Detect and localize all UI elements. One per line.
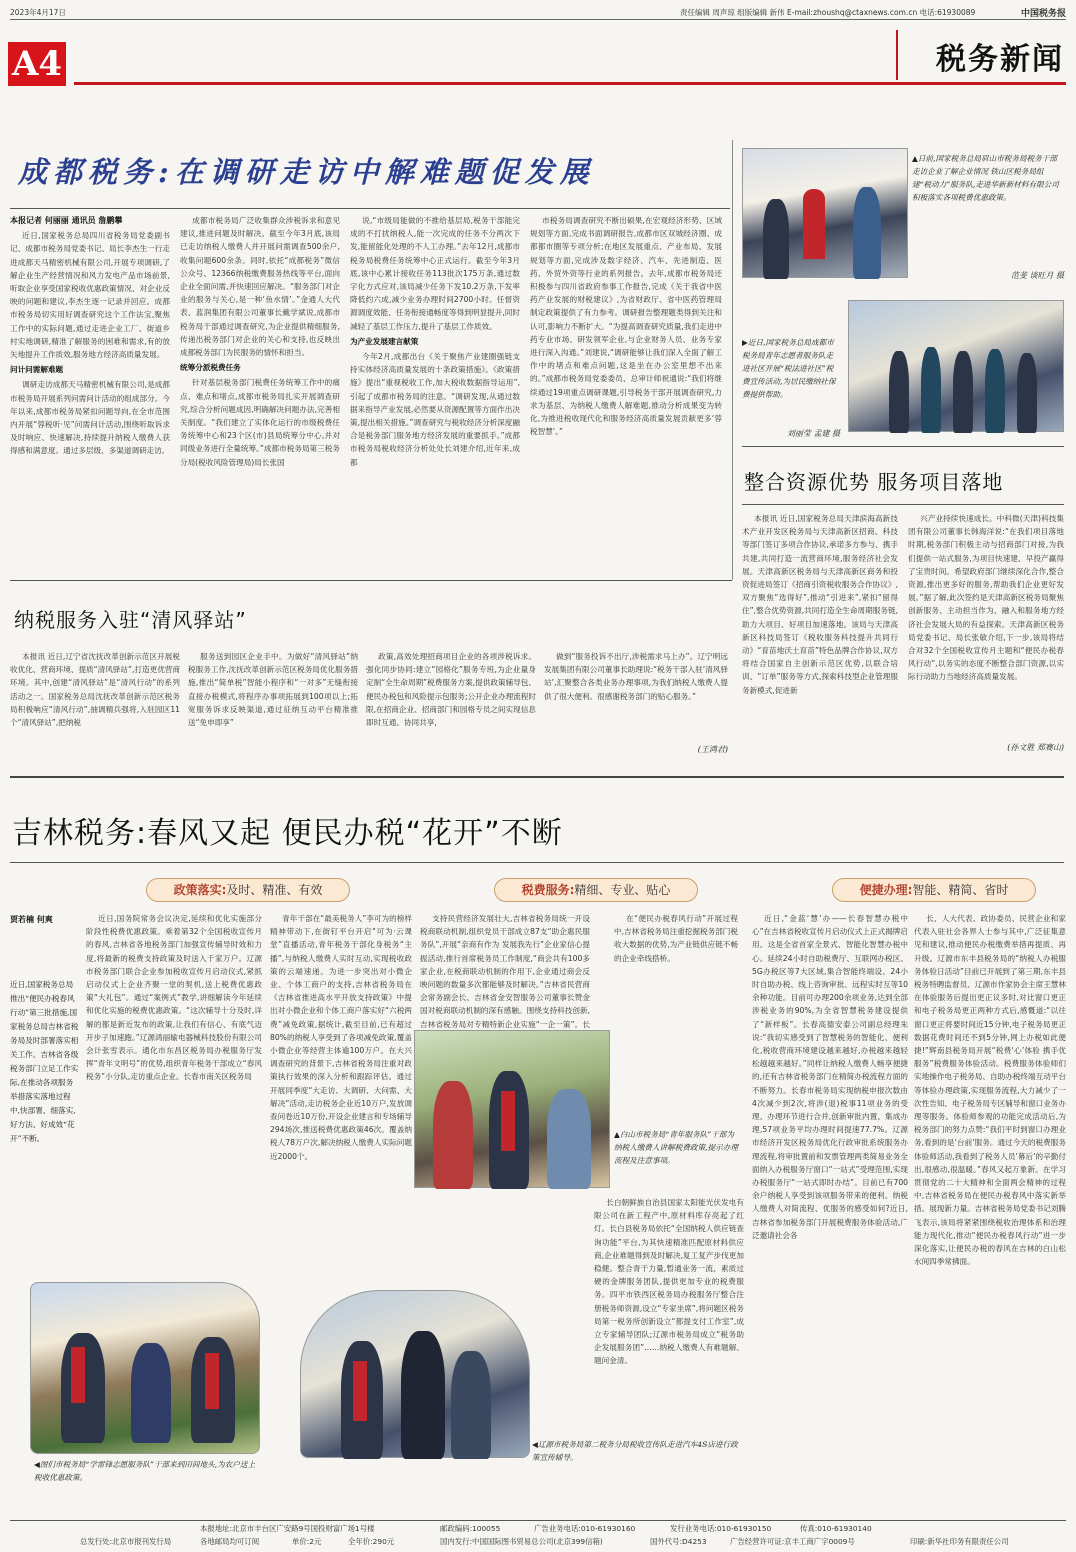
masthead-rule [74,82,1066,85]
article1-text3b: 今年2月,成都出台《关于聚焦产业建圈强链支持实体经济高质量发展的十条政策措施》。《政策措施》提出“重视税收工作,加大税收数据指导运用”,引起了成都市税务局的注意。“调研发现,从通过数据来指导产业发展,必然要从资源配置等方面作出决策,提出相关措施。”调查研究与税收经济分析深度融合是税务部门服务地方经济发展的重要抓手。”成都市税务局税收经济分析处处长刘建介绍,近年来,成都 [350,352,520,467]
article2-headline: 整合资源优势 服务项目落地 [744,470,1004,494]
photo-a-caption: ◀图们市税务局“学雷锋志愿服务队”干部来到田间地头,为农户送上税收优惠政策。 [34,1460,256,1482]
footer-unit-price: 单价:2元 [292,1537,322,1546]
paper-name: 中国税务报 [1020,9,1066,19]
pill-convenience-title: 便捷办理: [859,883,913,897]
article1-text1b: 调研走访成都天马精密机械有限公司,是成都市税务局开展系列问需问计活动的组成部分。今年以来,成都市税务局紧扣问题导向,在全市范围内开展“蓉税听·见”问需问计活动,围绕听取诉求及时响应、快速解决,持续提升纳税人缴费人获得感和满意度。通过多层级、多渠道调研走访, [10,380,170,456]
article2-text1: 本报讯 近日,国家税务总局天津滨海高新技术产业开发区税务局与天津高新区招商、科技等部门签订多项合作协议,承诺多方参与、携手共建,共同打造一流营商环境,服务经济社会发展。天津高新区税务局与天津高新区商务和投资促进局签订《招商引资税收服务合作协议》,双方聚焦“选得好”,推动“引进来”,紧扣“留得住”,整合优势资源,共同打造全生命周期服务链,助力大项目、好项目加速落地。该局与天津高新区科技局签订《税收服务科技提升共同行动》“育苗地沃土育苗”特色品牌合作协议,双方将结合国家自主创新示范区优势,以联合培训、“订单”服务等方式,探索科技型企业管理服务新模式,促进新 [742,514,898,695]
footer-dist-phone: 发行业务电话:010-61930150 [670,1524,772,1533]
article2-rule [742,504,1064,505]
article3-credit: (王鸿君) [697,745,728,754]
article4-col4 [594,1196,744,1472]
article1-text2b: 针对基层税务部门税费任务统筹工作中的痛点、难点和堵点,成都市税务局扎实开展调查研究,综合分析问题成因,明确解决问题办法,完善相关制度。“我们建立了实体化运行的市级税费任务统筹中心和23个区(市)县局统筹分中心,并对同级业务进行全量统筹。”成都市税务局第三税务分局(税收风险管理局)局长张国 [180,378,340,467]
article1-headline: 成都税务:在调研走访中解难题促发展 [18,155,595,189]
editor-info: 责任编辑 周声琼 组版编辑 新伟 E-mail:zhoushq@ctaxnews.com.cn 电话:61930089 [680,8,976,17]
article1-rule [10,208,730,209]
footer-fax: 传真:010-61930140 [800,1524,872,1533]
footer-license: 广告经营许可证:京丰工商广字0009号 [730,1537,855,1546]
article4-col2 [270,912,412,1272]
article3-text2: 服务送到园区企业手中。为做好“清风驿站”纳税服务工作,沈抚改革创新示范区税务局优化服务措施,推出“简单税”智能小程序和“一对多”无缝衔接直接办税模式,将程序办事项拓展到100项以上;拓宽服务诉求反映渠道,通过征纳互动平台精准推送“免申即享” [188,652,358,728]
footer-address: 本报地址:北京市丰台区广安路9号国投财富广场1号楼 [200,1524,375,1533]
pill-policy-sub: 及时、精准、有效 [226,883,323,897]
article4-rule [10,862,1064,863]
article1-sub1: 问计问需解难题 [10,365,64,375]
pill-service-sub: 精细、专业、贴心 [574,883,671,897]
footer-printer: 印刷:新华社印务有限责任公司 [910,1537,1009,1546]
footer-ad-phone: 广告业务电话:010-61930160 [534,1524,636,1533]
article3-headline: 纳税服务入驻“清风驿站” [14,608,247,632]
article4-col5 [752,912,908,1492]
page-number: A4 [8,42,66,86]
footer-distributor: 总发行处:北京市报刊发行局 [80,1537,172,1546]
article4-text5: 长、人大代表、政协委员、民营企业和家代表入驻社会各界人士参与其中,广泛征集意见和建议,推动便民办税缴费举措再提质、再升级。辽源市东丰县税务局的“纳税人办税服务体验日活动”目前已开展到了第三期,东丰县税务特聘监督员、辽源市作家协会主席王慧林在体验服务后提出更正议多时,对比窗口更正和电子税务局更正两种方式后,感慨道:“以往窗口更正将要时间近15分钟,电子税务局更正数据花费时间还不到5分钟,网上办税如此便捷!”辉南县税务局开展“税费‘心’体验 携手优服务”税费服务体验活动。税费服务体验师们实地操作电子税务局、自助办税终端互动平台等体验办理政策,实现服务流程,大力减少了一次性告知、电子税务局专区辅导和窗口业务办理等服务。体验师参观的功能完成活动后,为税务部门的努力点赞:“我们平时到窗口办理业务,看到的是‘台前’服务。通过今天的税费服务体验师活动,我看到了税务人员‘幕后’的辛勤付出,很感动,很温暖。”春风又起万象新。在学习贯彻党的二十大精神和全面两会精神的过程中,吉林省税务局在便民办税春风中落实新举措、展现新力量。吉林省税务局党委书记刘腾飞表示,该局将紧紧围绕税收治理体系和治理能力现代化,推动“便民办税春风行动”进一步深化落实,让便民办税的春风在吉林的白山松水间四季常拂面。 [914,914,1066,1267]
pill-policy-title: 政策落实: [173,883,227,897]
article2-col1 [742,512,898,756]
article1-sub3: 为产业发展建言献策 [350,336,419,346]
article3-col2 [188,650,358,760]
article4-col6 [914,912,1066,1508]
article1-sub2: 统筹分派税费任务 [180,363,241,373]
article1-col2 [180,214,340,566]
pill-convenience [832,878,1036,902]
article3-text4: 做到“服务投诉不出厅,涉税需求马上办”。辽宁明远发展集团有限公司董事长助理说:“税务干部入驻‘清风驿站’,汇聚整合各类业务办理事项,为我们纳税人缴费人提供了很大便利。很感谢税务部门的贴心服务。” [544,652,728,701]
article4-text2: 青年干部在“最美税务人”李可为的榜样精神带动下,在街钉平台开启“可为·云课堂”直播活动,青年税务干部化身税务“主播”,与纳税人缴费人实时互动,实现税收政策的云端速递。为进一步突出对小微企业、个体工商户的支持,吉林省税务局在《吉林省推进高水平开放支持政策》中提出对小微企业和个体工商户落实好“六税两费”减免政策,据统计,截至目前,已有超过80%的纳税人享受到了各项减免政策,覆盖小微企业等经营主体逾100万户。在大兴调查研究的背景下,吉林省税务局注重对政策执行效果的深入分析和跟踪评估。通过开展同季度“大走访、大调研、大问需、大解决”活动,走访税务企业近10万户,发放调查问卷近10万份,开设企业建言和专场辅导294场次,推送税费优惠政策46次。覆盖纳税人78万户次,解决纳税人缴费人实际问题近2000个。 [270,914,412,1161]
footer-postcode: 邮政编码:100055 [440,1524,501,1533]
pill-convenience-sub: 智能、精简、省时 [912,883,1009,897]
article1-text4: 市税务局调查研究不断出硕果,在宏观经济形势、区域规划等方面,完成书面调研报告,成都市区双城经济圈、成都都市圈等专项分析;在地区发展重点、产业布局、发展规划等方面,完成涉及数字经济、汽车、先进制造、医药、外贸外资等行业的系列报告。去年,成都市税务局还积极参与四川省政府参事工作报告,完成《关于我省中医药产业发展的财税建议》,为省财政厅、省中医药管理局制定政策提供了有力参考。调研报告整理题类得到关注和认可,影响力不断扩大。“为提高调查研究质量,我们走进中药专业市场、研发领军企业,与企业财务人员、业务专家进行深入沟通。”刘建说,“调研能够让我们深入全面了解工作中的堵点和难点问题,这是坐在办公室里想不出来的。”成都市税务局党委委员、总审计师祝通说:“我们将继续通过19项重点调研课题,引导税务干部开展调查研究,力求为基层、为纳税人缴费人解难题,推动分析成果变为转化,为推进税收现代化和服务经济高质量发展贡献更多‘蓉税智慧’。” [530,216,722,437]
article1-text3: 说,“市级局能做的不推给基层局,税务干部能完成的不打扰纳税人,能一次完成的任务不分两次下发,能留能化处理的不人工办理。”去年12月,成都市税务局税费任务统筹中心正式运行。截至今年3月底,该中心累计接收任务113批次175万条,通过数字化方式应对,该局减少任务下发10.2万条,下发率降低约六成,减少业务办理时间2700小时。任督资源调度效能、任务衔接通畅度等得到明显提升,同时减轻了基层工作压力,提升了基层工作质效。 [350,216,520,331]
article2-top-rule [742,446,1064,447]
top-bar [10,4,1066,20]
article1-col1 [10,214,170,566]
photo-field-volunteers [30,1282,260,1454]
article1-text2: 成都市税务局广泛收集群众涉税诉求和意见建议,推进问题及时解决。截至今年3月底,该局已走访纳税人缴费人并开展问需调查500余户,收集问题600余条。同时,依托“成都税务”微信公众号、12366纳税缴费服务热线等平台,面向企业全面问需,并快速回应解决。“服务部门对企业的服务与关心,是一种‘鱼水情’。”金通人大代表、蓝润集团有限公司董事长戴学斌说,成都市税务局干部通过调查研究,为企业提供精细服务,传递出税务部门对企业的关心和支持,也反映出成都税务部门为民服务的情怀和担当。 [180,216,340,358]
article3-text1: 本报讯 近日,辽宁省沈抚改革创新示范区开展税收优化、营商环境、提质“清风驿站”,打造更优营商环境。其中,创建“清风驿站”是“清风行动”的系列活动之一。国家税务总局沈抚改革创新示范区税务局积极响应“清风行动”,抽调精兵强将,入驻园区11个“清风驿站”,把纳税 [10,652,180,728]
issue-date: 2023年4月17日 [10,8,66,17]
article1-col3 [350,214,520,566]
photo1-caption: ▲日前,国家税务总局眉山市税务局税务干部走访企业了解企业情况 铁山区税务局组建“税动力”服务队,走进华新新材料有限公司积极落实各项税费优惠政策。 [912,154,1059,202]
photo2-caption: ▶近日,国家税务总局成都市税务局青年志愿者服务队走进社区开展“税法进社区”税费宣传活动,为居民缴纳社保费提供帮助。 [742,338,836,399]
article1-byline: 本报记者 何丽丽 通讯员 詹鹏攀 [10,216,123,225]
photo-factory-visit [742,148,908,278]
footer [10,1520,1066,1548]
article4-col3 [420,912,590,1029]
pill-service-title: 税费服务: [521,883,575,897]
section-divider [10,776,1064,778]
article4-text3: 支持民营经济发展壮大,吉林省税务局统一开设税商联动机制,组织党员干部成立87支“助企惠民服务队”,开展“亲商有作为 发展我先行”企业家信心提振活动,推行首席税务员工作制度,“商会共有100多家企业,在税商联动机制的作用下,企业通过商会反映问题的数量多次都能够及时解决。”吉林省民营商会常务副会长、吉林省金安智服务公司董事长赞金国对税商联动机制的深有感触。围绕支持科技创新,吉林省税务局对专精特新企业实施“一企一策”。长 [420,914,590,1029]
pill-policy [146,878,350,902]
article1-text1: 近日,国家税务总局四川省税务局党委副书记、成都市税务局党委书记、局长李杰生一行走进成都天马精密机械有限公司,开展专项调研,了解企业生产经营情况和风力发电产品市场前景,听取企业享受国家税收优惠政策情况、对企业反映的问题和建议,李杰生逐一记录并回应。成都市税务局切实用好调查研究这个工作法宝,聚焦工作中的实际问题,通过走进企业工厂、街道乡村实地调研,精准了解服务的困难和需求,有的放矢地提升工作质效,服务地方经济高质量发展。 [10,231,170,360]
article2-text2: 兴产业持续快速成长。中科微(天津)科技集团有限公司董事长韩海洋说:“在我们项目落地时期,税务部门积极主动与招商部门对接,为我们提供一站式服务,为项目快速建、早投产赢得了宝贵时间。希望政府部门继续深化合作,整合资源,推出更多好的服务,帮助我们企业更好发展。”据了解,此次签约是天津高新区税务局聚焦创新服务、主动担当作为、融入和服务地方经济社会发展大局的有益探索。天津高新区税务局党委书记、局长张敏介绍,下一步,该局将结合对32个全国税收宣传月主题和“便民办税春风行动”,以务实的态度不断整合部门资源,以实际行动助力当地经济高质量发展。 [908,514,1064,682]
article1-col4 [530,214,722,566]
footer-domestic: 国内发行:中国国际图书贸易总公司(北京399信箱) [440,1537,603,1546]
photo-youth-service [414,1030,610,1188]
article4-text3b: 在“便民办税春风行动”开展过程中,吉林省税务局注重挖掘税务部门税收大数据的优势,为产业链供应链不畅的企业牵线搭桥。 [614,914,738,963]
article2-col2 [908,512,1064,742]
footer-subscribe: 各地邮局均可订阅 [200,1537,260,1546]
photo-b-caption: ▲白山市税务局“青年服务队”干部为纳税人缴费人讲解税费政策,提示办理流程及注意事项。 [614,1130,738,1165]
section-title: 税务新闻 [936,42,1064,77]
photo-c-caption: ◀辽源市税务局第二税务分局税收宣传队走进汽车4S店进行政策宣传辅导。 [532,1440,738,1462]
footer-intl-code: 国外代号:D4253 [650,1537,707,1546]
article4-text4: 近日,“金蓝‘慧’办——长春智慧办税中心”在吉林省税收宣传月启动仪式上正式揭牌启用。这是全省首家全景式、智能化智慧办税中心。延续24小时自助税费厅、互联网办税区、5G办税区等7大区域,集合智能终端设、24小时自助办税、线上咨询审批、远程实时互等10余种功能。目前可办理200余项业务,达到全部涉税业务的90%,为全省智慧税务建设提供了“新样板”。长春高德安泰公司副总经理朱说:“我切实感受到了智慧税务的智能化、便利化,税收营商环境建设越来越好,办税越来越轻松越越来越好。”同样让纳税人缴费人畅享便捷的,还有吉林省税务部门在精简办税流程方面的不断努力。长春市税务局实现纳税申报次数由4次减少到2次,将涉(退)税事11项业务的受理、办理环节进行合并,创新审批内置、集成办理,57项业务平均办理时间提速77.7%。辽源市经济开发区税务局优化行政审批系统服务办理流程,将审批置前和发票管理两类简易业务全面纳入办税服务厅窗口“一站式”受理范围,实现办税服务厅“一站式即时办结”。目前已有700余户纳税人享受到该项服务带来的便利。纳税人缴费人对简流程、优服务的感受如何?近日,吉林省参加税务部门开展税费服务体验活动,广泛邀请社会各 [752,914,908,1240]
article3-col4 [544,650,728,746]
article4-col1 [86,912,262,1256]
article4-col3-cont [614,912,738,1124]
article3-col3 [366,650,536,760]
footer-annual-price: 全年价:290元 [348,1537,395,1546]
article3-col1 [10,650,180,760]
article4-side-intro: 近日,国家税务总局推出“便民办税春风行动”第三批措施,国家税务总局吉林省税务局及时部署落实相关工作。吉林省各级税务部门立足工作实际,在推动各项服务举措落实落地过程中,快部署、细落实,好方法、好成效“花开”不断。 [10,980,79,1143]
article3-text3: 政策,高效处理招商项目企业的各项涉税诉求。强化同步协同:建立“园格化”服务专班,为企业量身定制“全生命周期”税费服务方案,提供政策辅导包、便民办税包和风险提示包服务;公开企业办理流程时限,在招商企业、招商部门和园格专员之间实现信息即时互通、协同共享, [366,652,536,728]
article3-top-rule [10,580,732,581]
pill-service [494,878,698,902]
article4-text1: 近日,国务院常务会议决定,延续和优化实施部分阶段性税费优惠政策。乘着第32个全国税收宣传月的春风,吉林省各地税务部门加强宣传辅导时效和力度,将最新的税费支持政策及时送入千家万户。辽源市税务部门联合企业参加税收宣传月启动仪式,紧抓启动仪式上企业齐聚一堂的契机,送上税费优惠政策“大礼包”。通过“案例式”教学,讲细解读今年延续和优化实施的税费优惠政策。“这次辅导十分及时,详解的都是新近发布的政策,让我们有信心、有底气迈开步子加速跑。”辽源鸿丽输电器械科技股份有限公司会计张雪表示。通化市东昌区税务局办税服务厅发挥“青年文明号”的优势,组织青年税务干部成立“春风税务”小分队,走访重点企业。长春市南关区税务局 [86,914,262,1082]
photo-community-service [848,300,1064,432]
article4-text3c: 长白朝鲜族自治县国家太阳能光伏发电有限公司在新工程产中,原材料库存亮起了红灯。长白县税务局依托“全国纳税人供应链查询功能”平台,为其快速精准匹配原材料供应商,企业难题得到及时解决,复工复产步伐更加稳健。整合青干力量,暂通业务一流、素质过硬的金牌服务团队,提供更加专业的税费服务。四平市铁西区税务局办税服务厅整合注册税务师资源,设立“专家坐席”,将问题区税务局第一税务所创新设立“都提支付工作室”,成立专家辅导团队;辽源市税务局成立“税务助企发展服务团”……纳税人缴费人有难题解、题问金清。 [594,1198,744,1366]
article4-headline: 吉林税务:春风又起 便民办税“花开”不断 [12,816,563,851]
column-divider [732,140,733,580]
photo1-credit: 范斐 谈旺月 摄 [1010,271,1064,280]
article4-byline: 贾若楠 何爽 [10,915,53,924]
photo2-credit: 刘丽莹 孟建 摄 [786,429,840,438]
photo-car-store [300,1290,530,1458]
article2-credit: (孙文胜 郑赛山) [1007,743,1064,752]
